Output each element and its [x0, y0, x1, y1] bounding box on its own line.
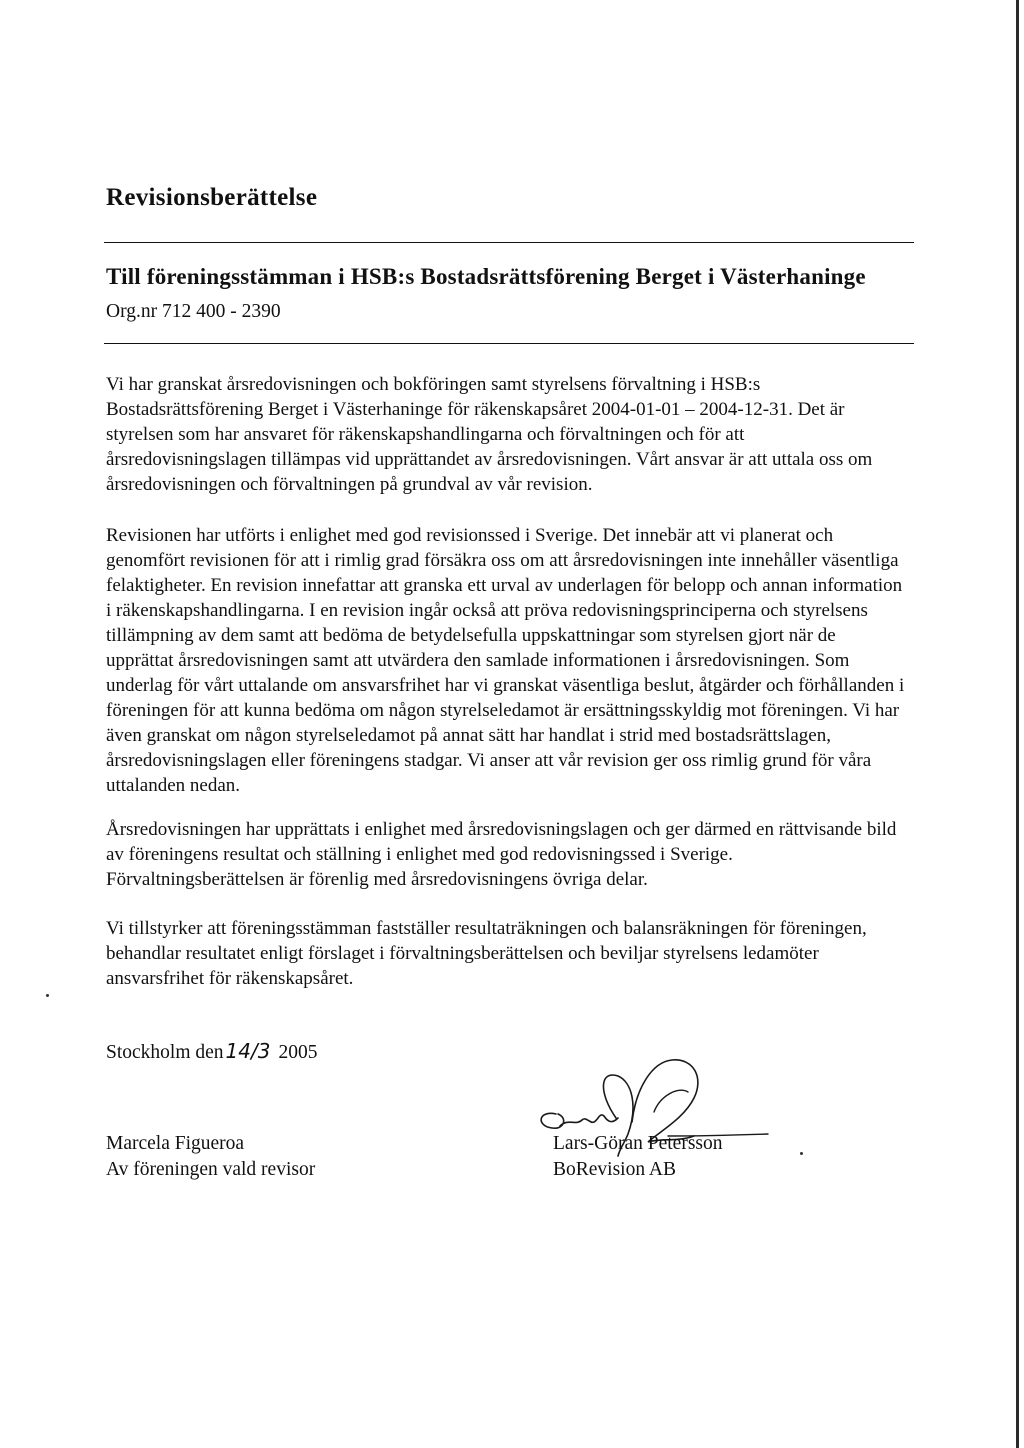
divider-top: [104, 242, 914, 243]
signer-right-role: BoRevision AB: [553, 1159, 676, 1180]
scan-speck: [46, 994, 49, 997]
document-title: Revisionsberättelse: [106, 184, 318, 211]
paragraph-method: Revisionen har utförts i enlighet med god revisionssed i Sverige. Det innebär att vi planerat och genomfört revisionen för att i rimlig grad försäkra oss om att årsredovisningen inte innehåller väsentliga felaktigheter. En revision innefattar att granska ett urval av underlagen för belopp och annan information i räkenskapshandlingarna. I en revision ingår också att pröva redovisningsprinciperna och styrelsens tillämpning av dem samt att bedöma de betydelsefulla uppskattningar som styrelsen gjort när de upprättat årsredovisningen samt att utvärdera den samlade informationen i årsredovisningen. Som underlag för vårt uttalande om ansvarsfrihet har vi granskat väsentliga beslut, åtgärder och förhållanden i föreningen för att kunna bedöma om någon styrelseledamot är ersättningsskyldig mot föreningen. Vi har även granskat om någon styrelseledamot på annat sätt har handlat i strid med bostadsrättslagen, årsredovisningslagen eller föreningens stadgar. Vi anser att vår revision ger oss rimlig grund för våra uttalanden nedan.: [106, 525, 905, 796]
paragraph-opinion: Årsredovisningen har upprättats i enlighet med årsredovisningslagen och ger därmed en rättvisande bild av föreningens resultat och ställning i enlighet med god redovisningssed i Sverige. Förvaltningsberättelsen är förenlig med årsredovisningens övriga delar.: [106, 819, 897, 890]
signer-left-name: Marcela Figueroa: [106, 1133, 245, 1154]
scan-speck: [800, 1152, 803, 1155]
place-prefix: Stockholm den: [106, 1042, 224, 1063]
paragraph-recommendation: Vi tillstyrker att föreningsstämman fastställer resultaträkningen och balansräkningen för föreningen, behandlar resultatet enligt förslaget i förvaltningsberättelsen och beviljar styrelsens ledamöter ansvarsfrihet för räkenskapsåret.: [106, 918, 867, 989]
signer-right: [553, 1131, 723, 1183]
signer-left-role: Av föreningen vald revisor: [106, 1159, 316, 1180]
paragraph-scope: Vi har granskat årsredovisningen och bokföringen samt styrelsens förvaltning i HSB:s Bostadsrättsförening Berget i Västerhaninge för räkenskapsåret 2004-01-01 – 2004-12-31. Det är styrelsen som har ansvaret för räkenskapshandlingarna och förvaltningen och för att årsredovisningslagen tillämpas vid upprättandet av årsredovisningen. Vårt ansvar är att uttala oss om årsredovisningen och förvaltningen på grundval av vår revision.: [106, 374, 873, 495]
scan-edge-shadow: [1016, 0, 1019, 1448]
handwritten-date: 14/3: [225, 1039, 271, 1063]
document-subtitle: Till föreningsstämman i HSB:s Bostadsrättsförening Berget i Västerhaninge: [106, 264, 866, 289]
year: 2005: [278, 1042, 318, 1063]
divider-bottom: [104, 343, 914, 344]
place-and-date: [106, 1039, 317, 1064]
signer-right-name: Lars-Göran Petersson: [553, 1133, 723, 1154]
organization-number: Org.nr 712 400 - 2390: [106, 301, 281, 322]
signer-left: [106, 1131, 315, 1183]
